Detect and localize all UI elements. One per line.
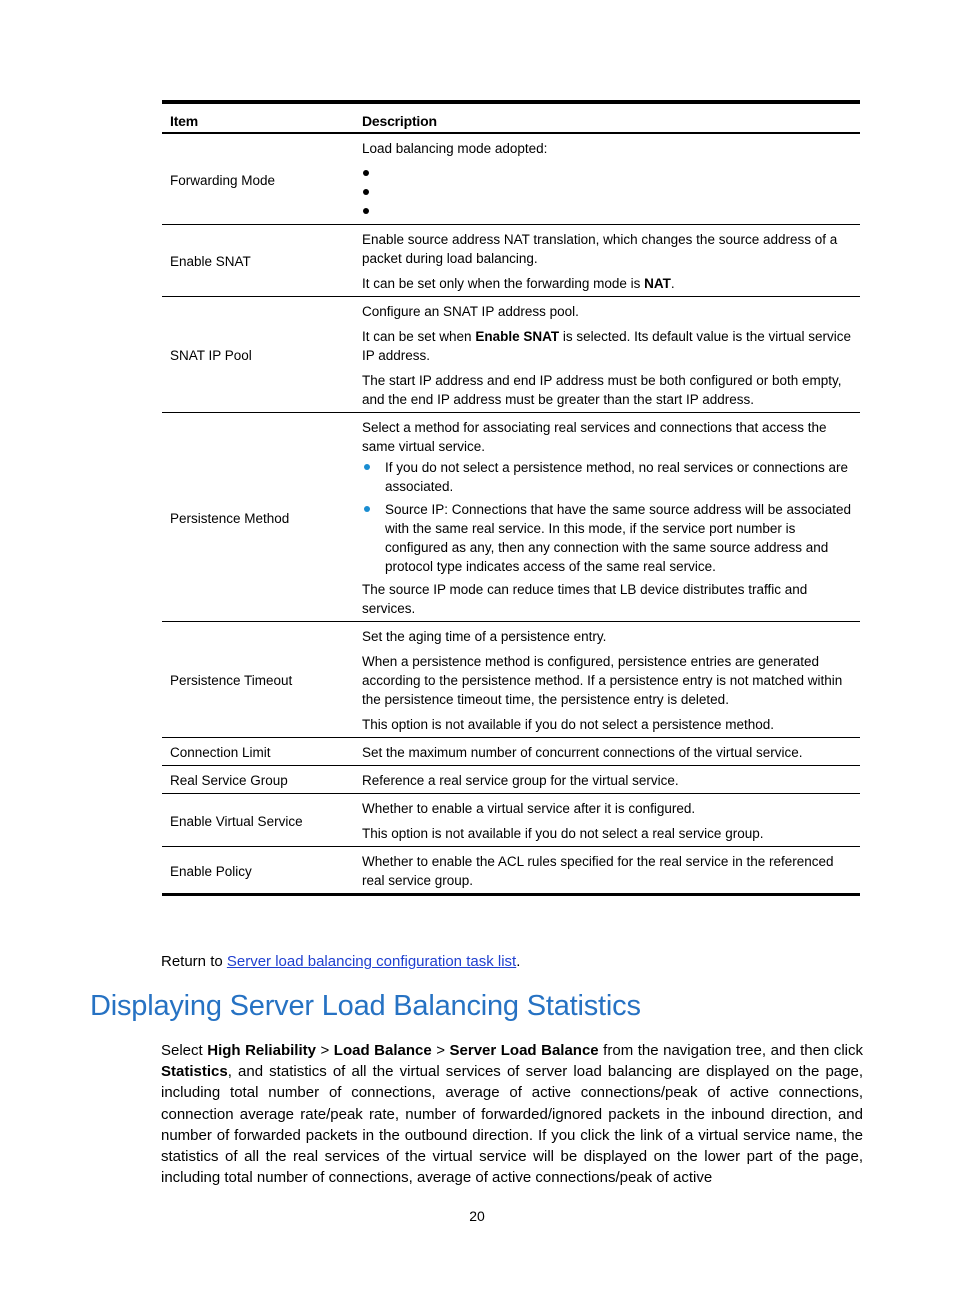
desc-text: Select a method for associating real services and connections that access the same virtual service. <box>362 420 827 454</box>
header-description: Description <box>354 102 860 133</box>
row-item: Enable Virtual Service <box>162 794 354 847</box>
section-heading: Displaying Server Load Balancing Statistics <box>90 990 641 1022</box>
parameter-table <box>162 100 860 896</box>
return-line: Return to Server load balancing configuration task list. <box>161 953 521 970</box>
bullet-list <box>362 458 852 576</box>
row-description <box>354 738 860 766</box>
desc-text: The start IP address and end IP address must be both configured or both empty, and the end IP address must be greater than the start IP address. <box>362 373 842 407</box>
row-item: SNAT IP Pool <box>162 297 354 413</box>
desc-text: This option is not available if you do not select a real service group. <box>362 826 764 841</box>
list-item <box>362 183 852 202</box>
row-description <box>354 225 860 297</box>
table-row <box>162 847 860 895</box>
bold-term: Statistics <box>161 1063 228 1081</box>
table-row <box>162 297 860 413</box>
row-item: Persistence Method <box>162 413 354 622</box>
desc-text: Whether to enable a virtual service after it is configured. <box>362 801 696 816</box>
row-description <box>354 622 860 738</box>
bold-term: Enable SNAT <box>475 329 560 344</box>
row-description <box>354 413 860 622</box>
table-row <box>162 766 860 794</box>
row-description <box>354 847 860 895</box>
row-description <box>354 297 860 413</box>
row-item: Persistence Timeout <box>162 622 354 738</box>
row-item: Real Service Group <box>162 766 354 794</box>
desc-text: Set the aging time of a persistence entry. <box>362 629 607 644</box>
list-item <box>362 164 852 183</box>
desc-text: It can be set when Enable SNAT is selected. Its default value is the virtual service IP address. <box>362 329 851 363</box>
table-row <box>162 225 860 297</box>
table-row <box>162 794 860 847</box>
desc-text: This option is not available if you do not select a persistence method. <box>362 717 774 732</box>
bold-term: High Reliability <box>207 1042 316 1059</box>
list-item: Source IP: Connections that have the same source address will be associated with the same real service. In this mode, if the service port number is configured as any, then any connection with the same source address and protocol type indicates access of the same real service. <box>385 502 852 574</box>
row-item: Enable SNAT <box>162 225 354 297</box>
bullet-list <box>362 164 852 221</box>
row-item: Forwarding Mode <box>170 172 276 188</box>
task-list-link[interactable]: Server load balancing configuration task list <box>226 953 517 970</box>
row-description <box>354 766 860 794</box>
header-item: Item <box>162 102 354 133</box>
body-paragraph: Select High Reliability > Load Balance > Server Load Balance from the navigation tree, and then click Statistics, and statistics of all the virtual services of server load balancing are displayed on the page, including total number of connections, average of active connections/peak of active connections, connection average rate/peak rate, number of forwarded/ignored packets in the inbound direction, and number of forwarded packets in the outbound direction. If you click the link of a virtual service name, the statistics of all the real services of the virtual service will be displayed on the lower part of the page, including total number of connections, average of active connections/peak of active <box>161 1042 864 1187</box>
page-number: 20 <box>469 1208 485 1224</box>
table-row <box>162 738 860 766</box>
table-row <box>162 413 860 622</box>
row-item: Enable Policy <box>162 847 354 895</box>
table-row <box>162 622 860 738</box>
desc-text: Enable source address NAT translation, which changes the source address of a packet during load balancing. <box>362 232 838 266</box>
desc-text: Reference a real service group for the virtual service. <box>362 773 679 788</box>
parameter-table-wrapper <box>162 100 860 896</box>
table-row <box>162 133 860 225</box>
table-header-row <box>162 102 860 133</box>
row-description <box>354 794 860 847</box>
row-description <box>354 133 860 225</box>
desc-text: Set the maximum number of concurrent connections of the virtual service. <box>362 745 803 760</box>
desc-text: The source IP mode can reduce times that LB device distributes traffic and services. <box>362 582 808 616</box>
bold-term: Load Balance <box>333 1042 432 1059</box>
list-item: If you do not select a persistence method, no real services or connections are associated. <box>385 458 852 496</box>
bold-term: Server Load Balance <box>449 1042 599 1059</box>
bold-term: NAT <box>644 276 671 291</box>
list-item <box>362 202 852 221</box>
desc-text: Load balancing mode adopted: <box>362 141 548 156</box>
row-item: Connection Limit <box>162 738 354 766</box>
desc-text: It can be set only when the forwarding mode is NAT. <box>362 276 675 291</box>
desc-text: Configure an SNAT IP address pool. <box>362 304 579 319</box>
desc-text: When a persistence method is configured, persistence entries are generated according to the persistence method. If a persistence entry is not matched within the persistence timeout time, the persistence entry is deleted. <box>362 654 843 707</box>
desc-text: Whether to enable the ACL rules specified for the real service in the referenced real service group. <box>362 854 834 888</box>
